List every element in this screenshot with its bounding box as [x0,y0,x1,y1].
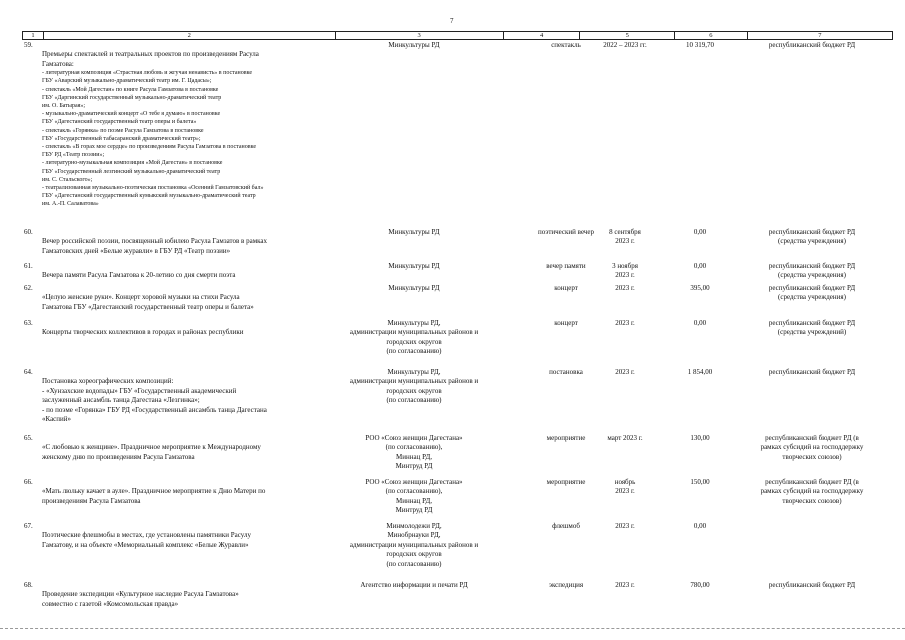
amount-cell [660,41,740,50]
organizer-cell [314,478,514,516]
funding-source-cell-line: республиканский бюджет РД [768,284,856,292]
organizer-cell-line: Минкультуры РД, [387,319,441,327]
organizer-cell [314,284,514,293]
organizer-cell-line: (по согласованию), [385,487,443,496]
event-detail-line: - театрализованная музыкально-поэтическая постановка «Осенний Гамзатовский бал» [42,185,264,192]
organizer-cell-line: Миннац РД, [396,452,432,461]
funding-source-cell [742,284,882,303]
event-cell [24,41,334,208]
event-detail-line: - спектакль «Горянка» по поэме Расула Гамзатова в постановке [42,127,204,134]
event-cell [24,262,334,280]
organizer-cell-line: (по согласованию) [386,396,442,405]
event-title [42,590,332,609]
event-cell [24,284,334,311]
event-title-line: Концерты творческих коллективов в городах и районах республики [42,328,244,337]
amount-cell [660,478,740,487]
event-detail-line: ГБУ РД «Театр поэзии»; [42,152,105,159]
funding-source-cell [742,262,882,281]
row-number: 60. [24,228,33,236]
event-type-cell-line: постановка [549,368,583,376]
event-title-line: совместно с газетой «Комсомольская правда» [42,599,179,608]
organizer-cell-line: администрации муниципальных районов и [349,328,479,337]
event-detail-line: ГБУ «Дагестанский государственный театр оперы и балета» [42,119,197,126]
date-cell [580,368,670,377]
row-number: 68. [24,581,33,589]
event-title [42,487,332,506]
organizer-cell-line: (по согласованию) [386,347,442,356]
funding-source-cell-line: рамках субсидий на господдержку [760,443,864,452]
event-title-line: женскому дню по произведениям Расула Гамзатова [42,452,195,461]
date-cell-line: март 2023 г. [607,434,643,442]
event-title-line: «Целую женские руки». Концерт хоровой музыки на стихи Расула [42,293,240,302]
row-number: 63. [24,319,33,327]
event-title-line: «Мать люльку качает в ауле». Праздничное мероприятие к Дню Матери по [42,487,266,496]
amount-cell [660,228,740,237]
event-title-line: Гамзатовских дней «Белые журавли» в ГБУ РД «Театр поэзии» [42,246,231,255]
funding-source-cell [742,319,882,338]
event-title-line: Вечер российской поэзии, посвященный юбилею Расула Гамзатов в рамках [42,237,268,246]
event-type-cell-line: концерт [554,284,578,292]
organizer-cell [314,41,514,50]
event-type-cell-line: мероприятие [546,478,586,486]
event-type-cell-line: поэтический вечер [537,228,595,236]
funding-source-cell-line: республиканский бюджет РД [768,41,856,49]
organizer-cell-line: Минмолодежи РД, [386,522,442,530]
event-detail-line: - литературно-музыкальная композиция «Мой Дагестан» в постановке [42,160,223,167]
event-type-cell-line: мероприятие [546,434,586,442]
event-detail-line: ГБУ «Дагестанский государственный кумыкский музыкально-драматический театр [42,193,256,200]
event-detail-line: им. О. Батырая»; [42,103,86,110]
organizer-cell [314,228,514,237]
date-cell-line: 2023 г. [615,487,635,496]
amount-cell [660,522,740,531]
organizer-cell-line: Минкультуры РД, [387,368,441,376]
page-number: 7 [450,17,454,25]
event-title [42,293,332,312]
event-detail-line: ГБУ «Аварский музыкально-драматический театр им. Г. Цадасы»; [42,78,212,85]
amount-cell-line: 0,00 [693,228,707,236]
event-title [42,271,332,280]
event-title-line: «Каспий» [42,415,72,424]
event-cell [24,522,334,549]
funding-source-cell-line: рамках субсидий на господдержку [760,487,864,496]
event-cell [24,228,334,255]
event-title-line: - «Хунзахские водопады» ГБУ «Государственный академический [42,386,237,395]
organizer-cell-line: Минкультуры РД [388,262,440,270]
event-title-line: Постановка хореографических композиций: [42,377,174,386]
organizer-cell-line: администрации муниципальных районов и [349,377,479,386]
organizer-cell [314,434,514,472]
event-cell [24,368,334,424]
organizer-cell [314,368,514,406]
funding-source-cell-line: республиканский бюджет РД (в [765,434,859,442]
event-title-line: «С любовью к женщине». Праздничное мероприятие к Международному [42,443,261,452]
amount-cell-line: 0,00 [693,319,707,327]
date-cell-line: ноябрь [614,478,636,486]
organizer-cell-line: Минтруд РД [395,462,433,471]
organizer-cell-line: городских округов [386,386,442,395]
event-title-line: Гамзатова: [42,59,74,68]
event-title-line: Премьеры спектаклей и театральных проектов по произведениям Расула [42,50,259,59]
organizer-cell-line: Минкультуры РД [388,41,440,49]
date-cell-line: 2022 – 2023 гг. [603,41,647,49]
funding-source-cell-line: республиканский бюджет РД [768,262,856,270]
event-title-line: Гамзатова ГБУ «Дагестанский государственный театр оперы и балета» [42,302,254,311]
funding-source-cell-line: республиканский бюджет РД [768,581,856,589]
organizer-cell-line: РОО «Союз женщин Дагестана» [365,434,463,442]
date-cell-line: 2023 г. [615,581,635,589]
row-number: 66. [24,478,33,486]
date-cell [580,41,670,50]
organizer-cell-line: Агентство информации и печати РД [360,581,468,589]
page-edge [0,628,905,629]
event-detail-line: ГБУ «Государственный табасаранский драматический театр»; [42,135,201,142]
row-number: 62. [24,284,33,292]
event-title-line: Проведение экспедиции «Культурное наследие Расула Гамзатова» [42,590,239,599]
amount-cell [660,319,740,328]
date-cell [580,581,670,590]
date-cell-line: 2023 г. [615,319,635,327]
funding-source-cell-line: республиканский бюджет РД (в [765,478,859,486]
header-col-7: 7 [747,32,892,39]
event-detail-line: - музыкально-драматический концерт «О тебе я думаю» в постановке [42,111,221,118]
organizer-cell-line: (по согласованию), [385,443,443,452]
date-cell [580,478,670,497]
event-title-line: заслуженный ансамбль танца Дагестана «Лезгинка»; [42,396,200,405]
amount-cell-line: 10 319,70 [686,41,714,49]
organizer-cell [314,319,514,357]
event-detail-line: - литературная композиция «Страстная любовь и жгучая ненависть» в постановке [42,70,252,77]
organizer-cell-line: Минтруд РД [395,506,433,515]
event-type-cell-line: спектакль [551,41,581,49]
date-cell-line: 2023 г. [615,271,635,280]
funding-source-cell [742,41,882,50]
amount-cell [660,262,740,271]
funding-source-cell [742,368,882,377]
row-number: 61. [24,262,33,270]
date-cell-line: 8 сентября [609,228,641,236]
amount-cell-line: 780,00 [690,581,710,589]
amount-cell-line: 1 854,00 [687,368,713,376]
header-col-5: 5 [579,32,674,39]
event-title [42,531,332,550]
organizer-cell-line: Миннац РД, [396,496,432,505]
row-number: 67. [24,522,33,530]
event-cell [24,319,334,337]
organizer-cell-line: (по согласованию) [386,559,442,568]
organizer-cell-line: Минкультуры РД [388,284,440,292]
event-title-line: произведениям Расула Гамзатова [42,496,141,505]
amount-cell-line: 0,00 [693,262,707,270]
event-detail-line: ГБУ «Государственный лезгинский музыкально-драматический театр [42,168,221,175]
funding-source-cell-line: республиканский бюджет РД [768,319,856,327]
funding-source-cell [742,478,882,506]
organizer-cell [314,581,514,590]
organizer-cell [314,522,514,569]
event-title [42,377,332,424]
organizer-cell-line: РОО «Союз женщин Дагестана» [365,478,463,486]
date-cell [580,434,670,443]
header-col-1: 1 [31,32,35,39]
event-title [42,237,332,256]
funding-source-cell-line: творческих союзов) [782,496,842,505]
funding-source-cell-line: республиканский бюджет РД [768,228,856,236]
amount-cell-line: 150,00 [690,478,710,486]
event-cell [24,434,334,461]
date-cell-line: 2023 г. [615,284,635,292]
date-cell [580,522,670,531]
date-cell [580,319,670,328]
event-type-cell-line: флешмоб [552,522,580,530]
event-title-line: Поэтические флешмобы в местах, где установлены памятники Расулу [42,531,251,540]
amount-cell [660,581,740,590]
organizer-cell-line: администрации муниципальных районов и [349,540,479,549]
organizer-cell-line: Минкультуры РД [388,228,440,236]
funding-source-cell-line: республиканский бюджет РД [768,368,856,376]
date-cell-line: 2023 г. [615,237,635,246]
event-type-cell-line: концерт [554,319,578,327]
event-cell [24,478,334,505]
funding-source-cell-line: (средства учреждения) [778,237,846,246]
event-detail-line: им. А.-П. Салаватова» [42,201,99,208]
event-type-cell-line: экспедиция [548,581,584,589]
event-title-line: Гамзатову, и на объекте «Мемориальный комплекс «Белые Журавли» [42,540,249,549]
header-col-6: 6 [674,32,747,39]
organizer-cell-line: городских округов [386,337,442,346]
event-type-cell-line: вечер памяти [546,262,586,270]
header-col-2: 2 [43,32,335,39]
funding-source-cell-line: (средства учреждений) [777,328,847,337]
date-cell [580,284,670,293]
funding-source-cell [742,434,882,462]
amount-cell [660,434,740,443]
event-detail-line: ГБУ «Даргинский государственный музыкально-драматический театр [42,94,222,101]
event-cell [24,581,334,608]
header-col-3: 3 [335,32,503,39]
date-cell-line: 2023 г. [615,522,635,530]
event-detail-line: - спектакль «В горах мое сердце» по произведениям Расула Гамзатова в постановке [42,144,256,151]
event-detail-line: - спектакль «Мой Дагестан» по книге Расула Гамзатова в постановке [42,86,219,93]
row-number: 64. [24,368,33,376]
header-col-4: 4 [503,32,580,39]
funding-source-cell-line: (средства учреждения) [778,293,846,302]
event-title [42,328,332,337]
amount-cell [660,284,740,293]
amount-cell-line: 130,00 [690,434,710,442]
organizer-cell-line: Минобрнауки РД, [387,531,441,540]
row-number: 59. [24,41,33,49]
event-title [42,50,332,208]
table-header [22,31,893,40]
funding-source-cell [742,228,882,247]
event-title-line: - по поэме «Горянка» ГБУ РД «Государственный ансамбль танца Дагестана [42,405,267,414]
amount-cell-line: 395,00 [690,284,710,292]
funding-source-cell-line: (средства учреждения) [778,271,846,280]
event-title [42,443,332,462]
amount-cell-line: 0,00 [693,522,707,530]
date-cell [580,262,670,281]
event-title-line: Вечера памяти Расула Гамзатова к 20-летию со дня смерти поэта [42,271,236,280]
date-cell-line: 2023 г. [615,368,635,376]
date-cell [580,228,670,247]
organizer-cell [314,262,514,271]
event-detail-line: им. С. Стальского»; [42,176,93,183]
organizer-cell-line: городских округов [386,550,442,559]
funding-source-cell-line: творческих союзов) [782,452,842,461]
funding-source-cell [742,581,882,590]
amount-cell [660,368,740,377]
date-cell-line: 3 ноября [612,262,638,270]
row-number: 65. [24,434,33,442]
